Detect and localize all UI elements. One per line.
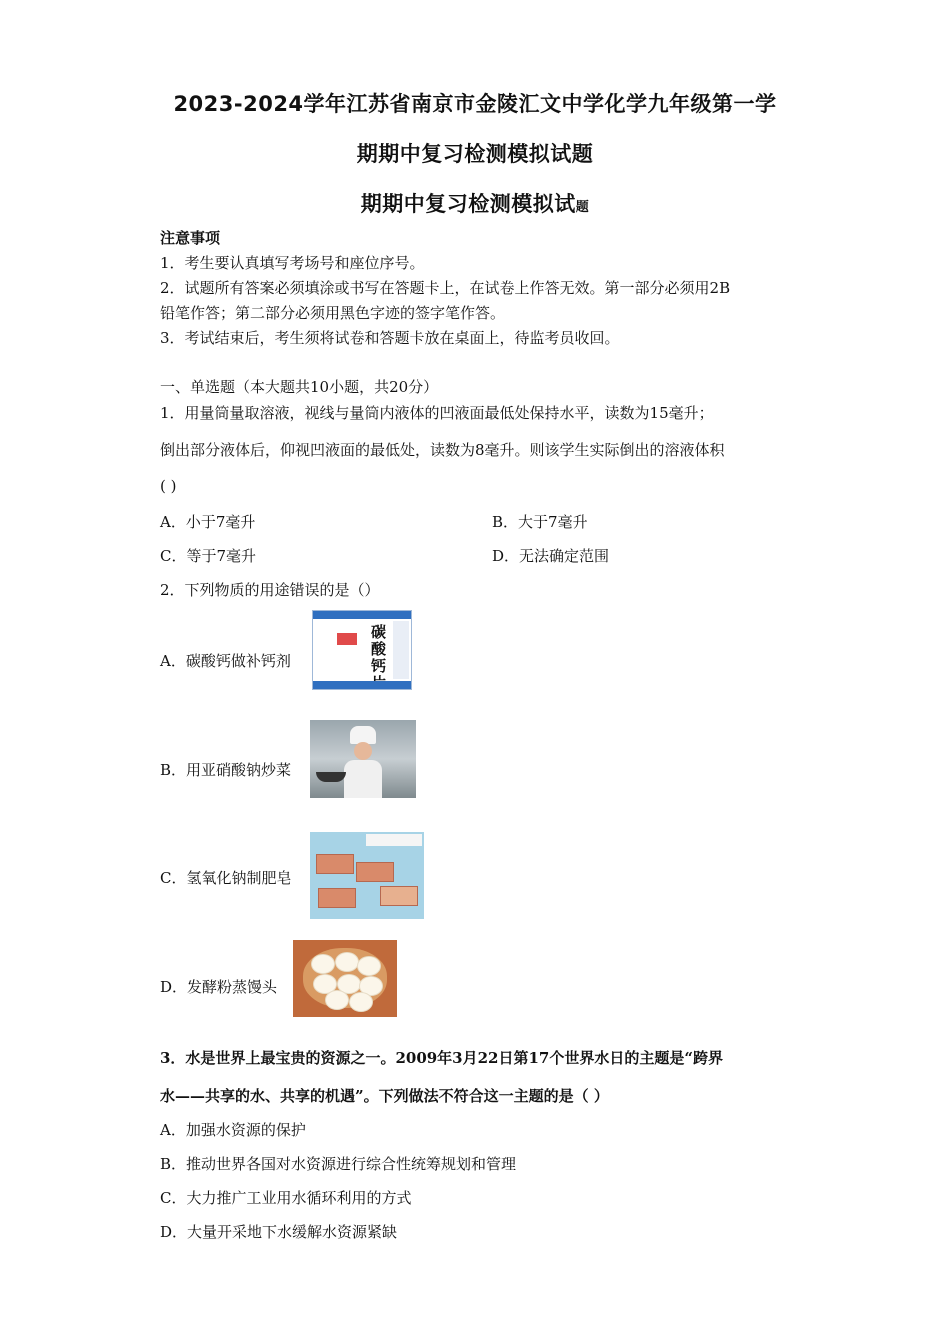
calcium-tablet-box-image: [312, 610, 412, 690]
notice-item: 铅笔作答；第二部分必须用黑色字迹的签字笔作答。: [160, 304, 506, 322]
q1-option-a: A．小于7毫升: [160, 513, 256, 531]
title-line-1: 2023-2024学年江苏省南京市金陵汇文中学化学九年级第一学: [173, 92, 777, 116]
title-line-3: [0, 188, 950, 218]
title-line-3-main: 期期中复习检测模拟试: [360, 192, 576, 216]
q1-option-b: B．大于7毫升: [492, 513, 588, 531]
chef-cooking-image: [310, 720, 416, 798]
q1-option-c: C．等于7毫升: [160, 547, 257, 565]
title-line-3-small: 题: [575, 200, 590, 215]
q1-stem: 倒出部分液体后，仰视凹液面的最低处，读数为8毫升。则该学生实际倒出的溶液体积: [160, 441, 725, 459]
q3-stem: 3．水是世界上最宝贵的资源之一。2009年3月22日第17个世界水日的主题是“跨界: [160, 1049, 724, 1067]
q1-stem: 1．用量筒量取溶液，视线与量筒内液体的凹液面最低处保持水平，读数为15毫升；: [160, 404, 714, 422]
section-heading: 一、单选题（本大题共10小题，共20分）: [160, 378, 439, 396]
q2-option-a: A．碳酸钙做补钙剂: [160, 652, 291, 670]
notice-item: 2．试题所有答案必须填涂或书写在答题卡上，在试卷上作答无效。第一部分必须用2B: [160, 279, 731, 297]
box-label-text: 碳酸钙: [371, 623, 387, 675]
q3-option-a: A．加强水资源的保护: [160, 1121, 306, 1139]
q3-option-b: B．推动世界各国对水资源进行综合性统筹规划和管理: [160, 1155, 517, 1173]
notice-item: 3．考试结束后，考生须将试卷和答题卡放在桌面上，待监考员收回。: [160, 329, 620, 347]
soap-bars-image: [310, 832, 424, 919]
title-line-2: 期期中复习检测模拟试题: [356, 142, 594, 166]
q2-option-b: B．用亚硝酸钠炒菜: [160, 761, 292, 779]
q2-stem: 2．下列物质的用途错误的是（）: [160, 581, 380, 599]
q3-option-d: D．大量开采地下水缓解水资源紧缺: [160, 1223, 398, 1241]
notice-item: 1．考生要认真填写考场号和座位序号。: [160, 254, 425, 272]
q2-option-d: D．发酵粉蒸馒头: [160, 978, 278, 996]
q3-stem: 水——共享的水、共享的机遇”。下列做法不符合这一主题的是（ ）: [160, 1087, 609, 1105]
q1-option-d: D．无法确定范围: [492, 547, 610, 565]
steamed-buns-image: [293, 940, 397, 1017]
q1-stem: ( ): [160, 477, 177, 495]
q2-option-c: C．氢氧化钠制肥皂: [160, 869, 292, 887]
notice-heading: 注意事项: [160, 229, 221, 247]
q3-option-c: C．大力推广工业用水循环利用的方式: [160, 1189, 412, 1207]
